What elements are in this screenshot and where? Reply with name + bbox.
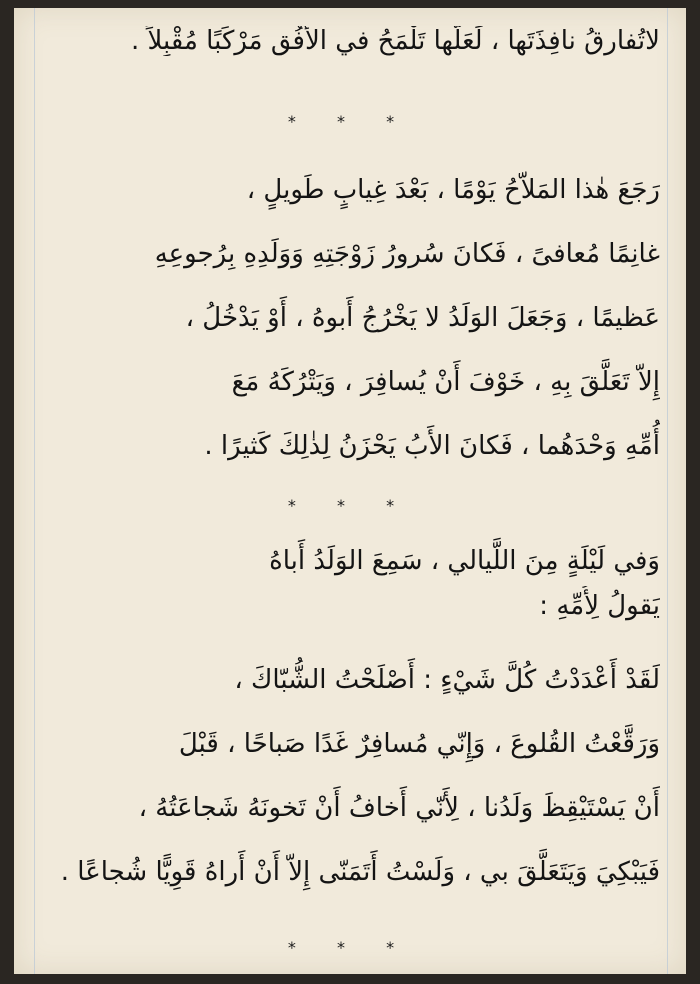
text-line: يَقولُ لِأُمِّهِ : [539,591,660,621]
text-line: لَقَدْ أَعْدَدْتُ كُلَّ شَيْءٍ : أَصْلَحْتُ الشُّبّاكَ ، [234,665,660,695]
text-line: وَرَقَّعْتُ القُلوعَ ، وَإِنّي مُسافِرٌ غَدًا صَباحًا ، قَبْلَ [178,729,660,759]
paragraph-3 [40,648,660,904]
text-line: لاتُفارِقُ نافِذَتَها ، لَعَلَّها تَلْمَحُ في الأُفُقِ مَرْكَبًا مُقْبِلاً . [130,26,660,56]
section-divider-stars: * * * [287,938,413,957]
paragraph-1 [40,158,660,478]
text-line: إِلاّ تَعَلَّقَ بِهِ ، خَوْفَ أَنْ يُسافِرَ ، وَيَتْرُكَهُ مَعَ [231,367,660,397]
text-line: فَيَبْكِيَ وَيَتَعَلَّقَ بي ، وَلَسْتُ أَتَمَنّى إِلاّ أَنْ أَراهُ قَوِيًّا شُجاعًا . [60,857,660,887]
text-line: أُمِّهِ وَحْدَهُما ، فَكانَ الأَبُ يَحْزَنُ لِذٰلِكَ كَثيرًا . [204,431,660,461]
continuation-text [40,26,660,56]
text-line: غانِمًا مُعافىً ، فَكانَ سُرورُ زَوْجَتِهِ وَوَلَدِهِ بِرُجوعِهِ [154,239,660,269]
paragraph-2 [40,536,660,626]
text-line: وَفي لَيْلَةٍ مِنَ اللَّيالي ، سَمِعَ الوَلَدُ أَباهُ [269,546,660,576]
text-line: أَنْ يَسْتَيْقِظَ وَلَدُنا ، لِأَنّي أَخافُ أَنْ تَخونَهُ شَجاعَتُهُ ، [138,793,660,823]
right-margin-rule [667,8,668,974]
section-divider-stars: * * * [287,112,413,131]
section-divider-stars: * * * [287,496,413,515]
text-line: رَجَعَ هٰذا المَلاّحُ يَوْمًا ، بَعْدَ غِيابٍ طَويلٍ ، [246,175,660,205]
left-margin-rule [34,8,35,974]
book-page [14,8,686,974]
text-line: عَظيمًا ، وَجَعَلَ الوَلَدُ لا يَخْرُجُ أَبوهُ ، أَوْ يَدْخُلُ ، [185,303,660,333]
